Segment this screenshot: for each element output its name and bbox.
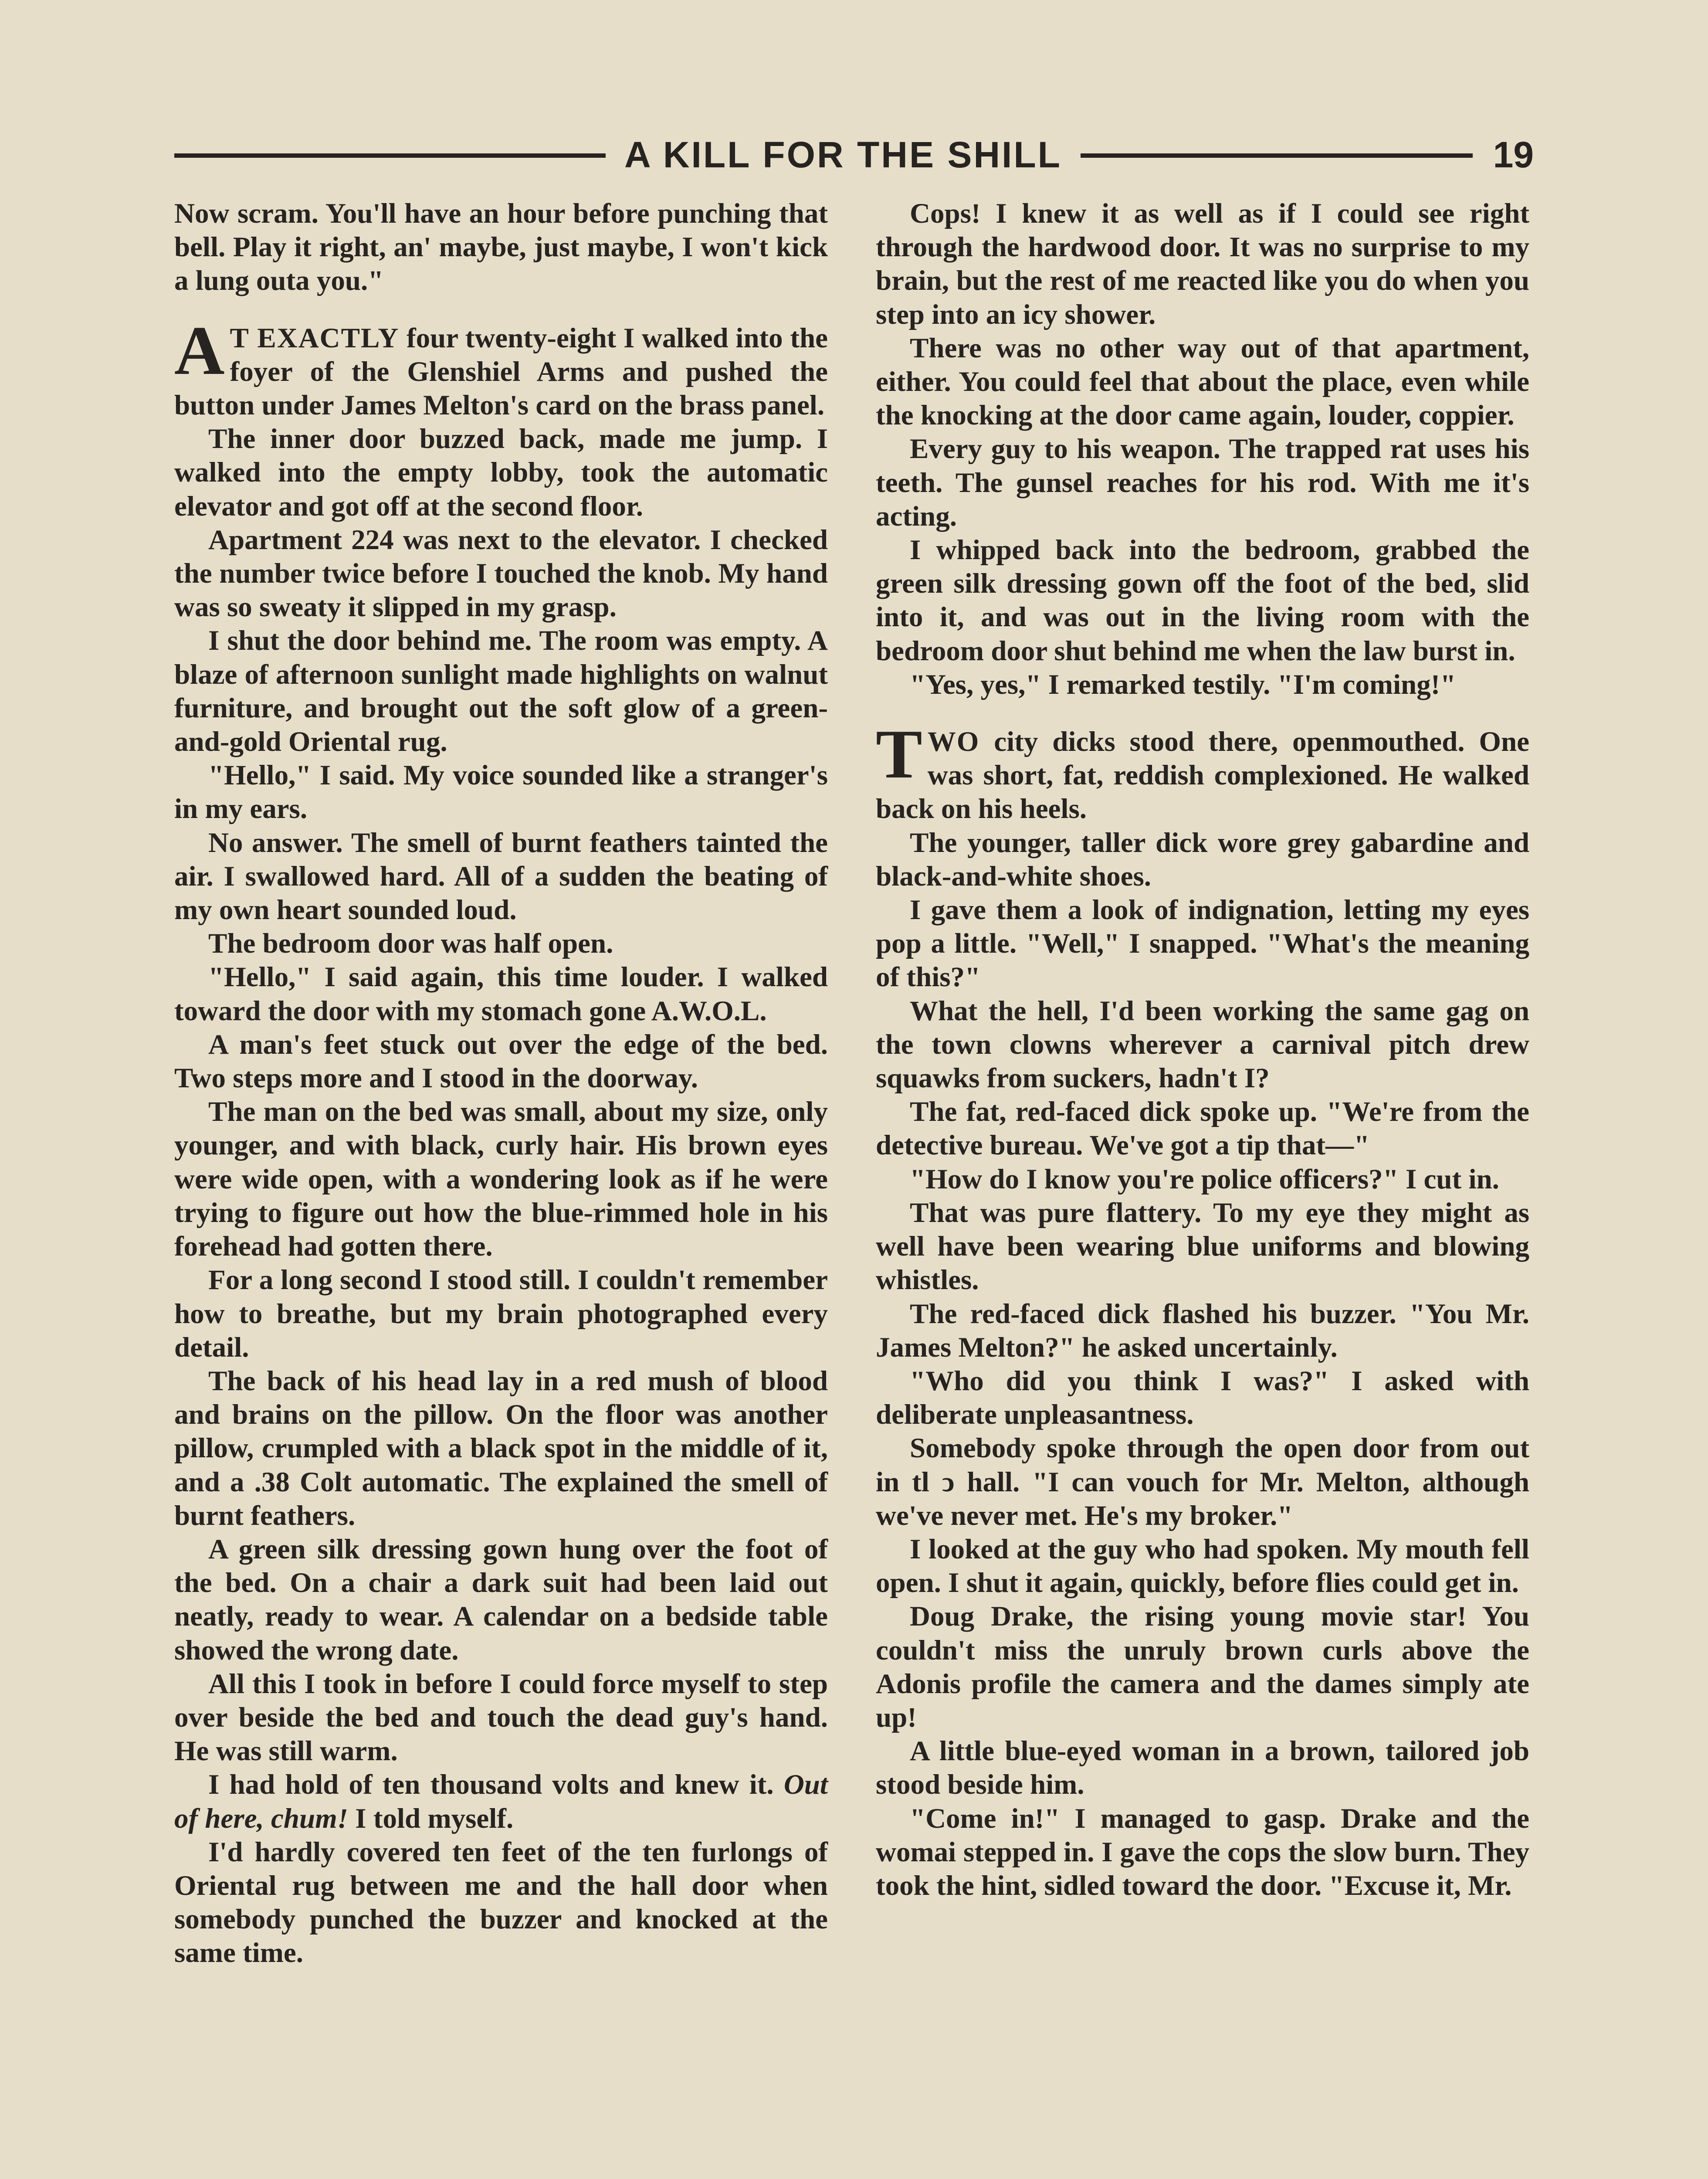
paragraph: The fat, red-faced dick spoke up. "We're from the detective bureau. We've got a tip that—" xyxy=(876,1096,1529,1161)
paragraph: I looked at the guy who had spoken. My mouth fell open. I shut it again, quickly, before flies could get in. xyxy=(876,1533,1529,1599)
paragraph: The back of his head lay in a red mush of blood and brains on the pillow. On the floor was another pillow, crumpled with a black spot in the middle of it, and a .38 Colt automatic. The explained the smell of burnt feathers. xyxy=(174,1365,828,1531)
paragraph: A little blue-eyed woman in a brown, tailored job stood beside him. xyxy=(876,1735,1529,1801)
header-rule-right xyxy=(1081,153,1473,158)
paragraph: The man on the bed was small, about my size, only younger, and with black, curly hair. His brown eyes were wide open, with a wondering look as if he were trying to figure out how the blue-rimmed hole in his forehead had gotten there. xyxy=(174,1096,828,1263)
running-title: A KILL FOR THE SHILL xyxy=(624,134,1062,175)
paragraph-text: I told myself. xyxy=(348,1802,514,1834)
paragraph: Apartment 224 was next to the elevator. I checked the number twice before I touched the knob. My hand was so sweaty it slipped in my grasp. xyxy=(174,524,828,623)
paragraph: "Come in!" I managed to gasp. Drake and the womai stepped in. I gave the cops the slow burn. They took the hint, sidled toward the door. "Excuse it, Mr. xyxy=(876,1802,1529,1901)
paragraph: Cops! I knew it as well as if I could see right through the hardwood door. It was no surprise to my brain, but the rest of me reacted like you do when you step into an icy shower. xyxy=(876,198,1529,330)
lead-in-caps: WO xyxy=(927,726,980,758)
paragraph: There was no other way out of that apartment, either. You could feel that about the place, even while the knocking at the door came again, louder, coppier. xyxy=(876,332,1529,431)
section-opening-paragraph xyxy=(876,715,1529,826)
italic-thought: Out of here, chum! xyxy=(174,1769,828,1834)
paragraph-text: four twenty-eight I walked into the foyer of the Glenshiel Arms and pushed the button under James Melton's card on the brass panel. xyxy=(174,322,828,421)
drop-cap: A xyxy=(174,311,225,389)
paragraph: Now scram. You'll have an hour before punching that bell. Play it right, an' maybe, just maybe, I won't kick a lung outa you." xyxy=(174,198,828,297)
paragraph-text: I had hold of ten thousand volts and knew it. xyxy=(208,1769,784,1801)
paragraph: What the hell, I'd been working the same gag on the town clowns wherever a carnival pitch drew squawks from suckers, hadn't I? xyxy=(876,995,1529,1094)
paragraph: That was pure flattery. To my eye they might as well have been wearing blue uniforms and blowing whistles. xyxy=(876,1197,1529,1296)
paragraph: The red-faced dick flashed his buzzer. "You Mr. James Melton?" he asked uncertainly. xyxy=(876,1298,1529,1363)
paragraph: "How do I know you're police officers?" I cut in. xyxy=(910,1163,1499,1195)
paragraph: Every guy to his weapon. The trapped rat uses his teeth. The gunsel reaches for his rod. With me it's acting. xyxy=(876,433,1529,532)
paragraph: I gave them a look of indignation, letting my eyes pop a little. "Well," I snapped. "What's the meaning of this?" xyxy=(876,894,1529,993)
paragraph: For a long second I stood still. I couldn't remember how to breathe, but my brain photographed every detail. xyxy=(174,1264,828,1363)
paragraph: Doug Drake, the rising young movie star! You couldn't miss the unruly brown curls above the Adonis profile the camera and the dames simply ate up! xyxy=(876,1601,1529,1733)
header-rule-left xyxy=(174,153,606,158)
paragraph: A green silk dressing gown hung over the foot of the bed. On a chair a dark suit had been laid out neatly, ready to wear. A calendar on a bedside table showed the wrong date. xyxy=(174,1533,828,1666)
paragraph: I whipped back into the bedroom, grabbed the green silk dressing gown off the foot of the bed, slid into it, and was out in the living room with the bedroom door shut behind me when the law burst in. xyxy=(876,534,1529,667)
paragraph: "Hello," I said again, this time louder. I walked toward the door with my stomach gone A.W.O.L. xyxy=(174,961,828,1027)
drop-cap: T xyxy=(876,715,922,793)
paragraph: "Yes, yes," I remarked testily. "I'm coming!" xyxy=(910,669,1456,700)
running-header xyxy=(174,131,1534,179)
paragraph: "Hello," I said. My voice sounded like a stranger's in my ears. xyxy=(174,760,828,825)
left-column xyxy=(174,197,828,1970)
paragraph: The inner door buzzed back, made me jump. I walked into the empty lobby, took the automatic elevator and got off at the second floor. xyxy=(174,423,828,522)
paragraph: The younger, taller dick wore grey gabardine and black-and-white shoes. xyxy=(876,827,1529,892)
paragraph: No answer. The smell of burnt feathers tainted the air. I swallowed hard. All of a sudden the beating of my own heart sounded loud. xyxy=(174,827,828,926)
paragraph: A man's feet stuck out over the edge of the bed. Two steps more and I stood in the doorway. xyxy=(174,1028,828,1094)
paragraph: I'd hardly covered ten feet of the ten furlongs of Oriental rug between me and the hall door when somebody punched the buzzer and knocked at the same time. xyxy=(174,1836,828,1969)
paragraph-text: city dicks stood there, openmouthed. One was short, fat, reddish complexioned. He walked back on his heels. xyxy=(876,726,1529,825)
paragraph: "Who did you think I was?" I asked with deliberate unpleasantness. xyxy=(876,1365,1529,1431)
paragraph: The bedroom door was half open. xyxy=(208,928,613,960)
section-opening-paragraph xyxy=(174,311,828,423)
lead-in-caps: T EXACTLY xyxy=(230,322,400,354)
paragraph: All this I took in before I could force myself to step over beside the bed and touch the dead guy's hand. He was still warm. xyxy=(174,1668,828,1767)
page-number: 19 xyxy=(1493,134,1534,175)
paragraph: Somebody spoke through the open door from out in tl ↄ hall. "I can vouch for Mr. Melton, although we've never met. He's my broker." xyxy=(876,1432,1529,1531)
right-column xyxy=(876,197,1529,1903)
paragraph: I shut the door behind me. The room was empty. A blaze of afternoon sunlight made highlights on walnut furniture, and brought out the soft glow of a green-and-gold Oriental rug. xyxy=(174,625,828,758)
paragraph xyxy=(174,1768,828,1835)
